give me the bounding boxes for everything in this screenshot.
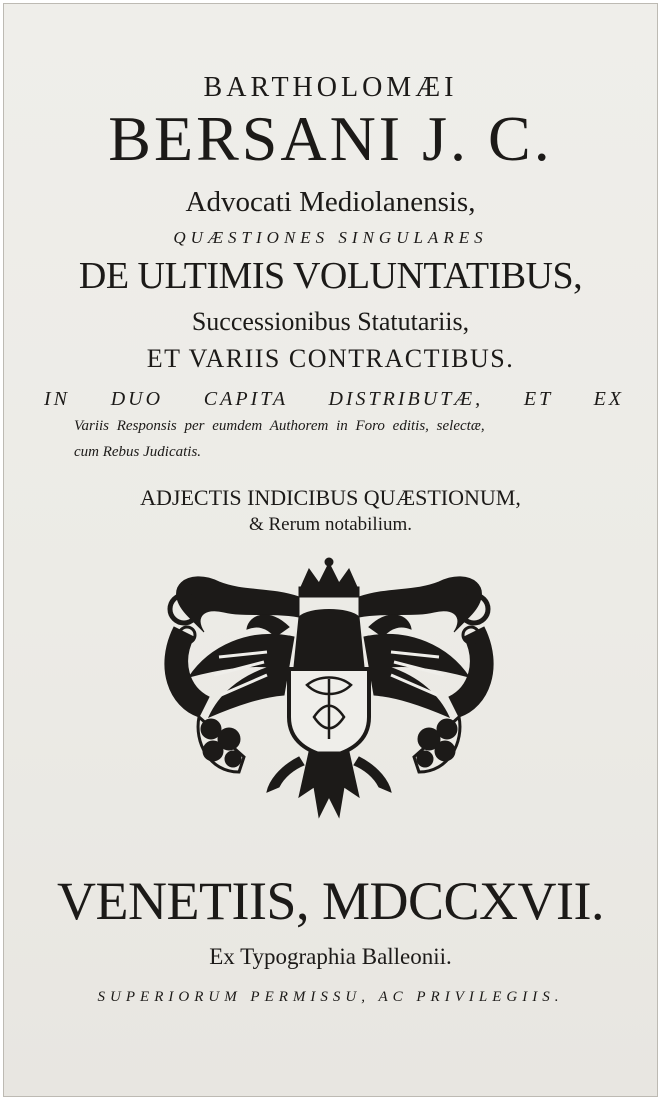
author-first-name: BARTHOLOMÆI	[203, 72, 458, 103]
eagle-emblem-graphic	[149, 557, 509, 852]
responses-line: Variis Responsis per eumdem Authorem in Foro editis, selectæ,	[74, 418, 485, 434]
title-page	[3, 3, 658, 1097]
crowned-eagle-emblem	[149, 557, 509, 852]
subtitle-line: Successionibus Statutariis,	[191, 307, 470, 336]
questions-line: QUÆSTIONES SINGULARES	[173, 228, 488, 247]
main-title: DE ULTIMIS VOLUNTATIBUS,	[78, 255, 583, 297]
author-surname: BERSANI J. C.	[108, 103, 553, 174]
judgments-line: cum Rebus Judicatis.	[74, 444, 202, 460]
privilege-line: SUPERIORUM PERMISSU, AC PRIVILEGIIS.	[97, 989, 564, 1005]
distribution-line: IN DUO CAPITA DISTRIBUTÆ, ET EX	[44, 388, 624, 410]
notabilia-line: & Rerum notabilium.	[248, 514, 413, 535]
author-title: Advocati Mediolanensis,	[185, 186, 476, 218]
imprint-place-date: VENETIIS, MDCCXVII.	[57, 871, 604, 931]
printer-line: Ex Typographia Balleonii.	[209, 944, 452, 969]
contracts-line: ET VARIIS CONTRACTIBUS.	[146, 344, 515, 373]
indices-line: ADJECTIS INDICIBUS QUÆSTIONUM,	[140, 485, 521, 510]
